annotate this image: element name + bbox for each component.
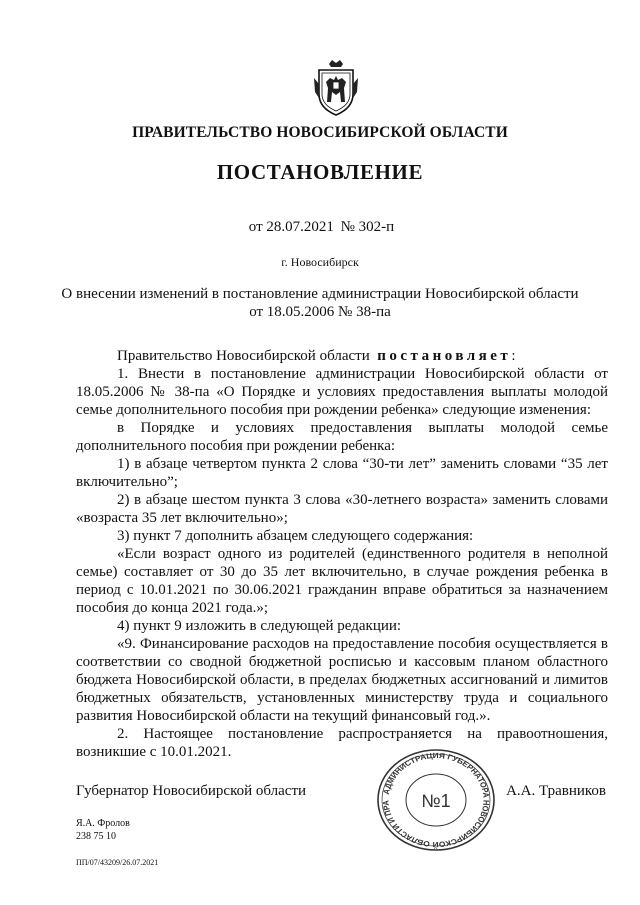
document-subject xyxy=(0,286,640,321)
executor-info xyxy=(76,817,130,843)
subject-line-2: от 18.05.2006 № 38-па xyxy=(249,303,391,320)
body-intro: Правительство Новосибирской области постановляет: xyxy=(117,348,516,364)
stamp-number: №1 xyxy=(421,791,451,811)
document-body xyxy=(76,347,608,761)
signer-title: Губернатор Новосибирской области xyxy=(76,783,307,799)
body-paragraph-6: «Если возраст одного из родителей (единственного родителя в неполной семье) составляет от 30 до 35 лет включительно, в случае рождения ребенка в период с 10.01.2021 по 30.06.2021 гражданин вправе обратиться за назначением пособия до конца 2021 года.»; xyxy=(76,546,608,616)
document-number: № 302-п xyxy=(340,219,395,235)
registration-code: ПП/07/43209/26.07.2021 xyxy=(76,858,159,867)
body-paragraph-9: 2. Настоящее постановление распространяется на правоотношения, возникшие с 10.01.2021. xyxy=(76,726,608,760)
executor-phone: 238 75 10 xyxy=(76,831,116,842)
document-date: от 28.07.2021 xyxy=(248,219,334,235)
coat-of-arms-emblem xyxy=(313,58,359,118)
signer-name: А.А. Травников xyxy=(506,783,606,799)
document-city: г. Новосибирск xyxy=(281,255,359,269)
body-paragraph-4: 2) в абзаце шестом пункта 3 слова «30-летнего возраста» заменить словами «возраста 35 лет включительно»; xyxy=(76,492,608,526)
document-date-number xyxy=(0,219,640,236)
executor-name: Я.А. Фролов xyxy=(76,818,130,829)
body-paragraph-2: в Порядке и условиях предоставления выплаты молодой семье дополнительного пособия при рождении ребенка: xyxy=(76,420,608,454)
official-stamp xyxy=(370,748,502,852)
organization-name: ПРАВИТЕЛЬСТВО НОВОСИБИРСКОЙ ОБЛАСТИ xyxy=(132,124,508,141)
body-paragraph-3: 1) в абзаце четвертом пункта 2 слова “30-ти лет” заменить словами “35 лет включительно”; xyxy=(76,456,608,490)
document-type-title: ПОСТАНОВЛЕНИЕ xyxy=(216,160,424,184)
subject-line-1: О внесении изменений в постановление администрации Новосибирской области xyxy=(61,286,579,302)
body-paragraph-1: 1. Внести в постановление администрации Новосибирской области от 18.05.2006 № 38-па «О Порядке и условиях предоставления выплаты молодой семье дополнительного пособия при рождении ребенка» следующие изменения: xyxy=(76,366,608,418)
resolution-verb: постановляет xyxy=(377,348,512,364)
body-paragraph-7: 4) пункт 9 изложить в следующей редакции: xyxy=(117,618,402,634)
body-paragraph-8: «9. Финансирование расходов на предоставление пособия осуществляется в соответствии со сводной бюджетной росписью и кассовым планом областного бюджета Новосибирской области, в пределах бюджетных ассигнований и лимитов бюджетных обязательств, установленных министерству труда и социального развития Новосибирской области на текущий финансовый год.». xyxy=(76,636,608,724)
body-paragraph-5: 3) пункт 7 дополнить абзацем следующего содержания: xyxy=(117,528,474,544)
stamp-outer-text: АДМИНИСТРАЦИЯ ГУБЕРНАТОРА НОВОСИБИРСКОЙ ОБЛАСТИ И ПРА xyxy=(381,751,491,849)
